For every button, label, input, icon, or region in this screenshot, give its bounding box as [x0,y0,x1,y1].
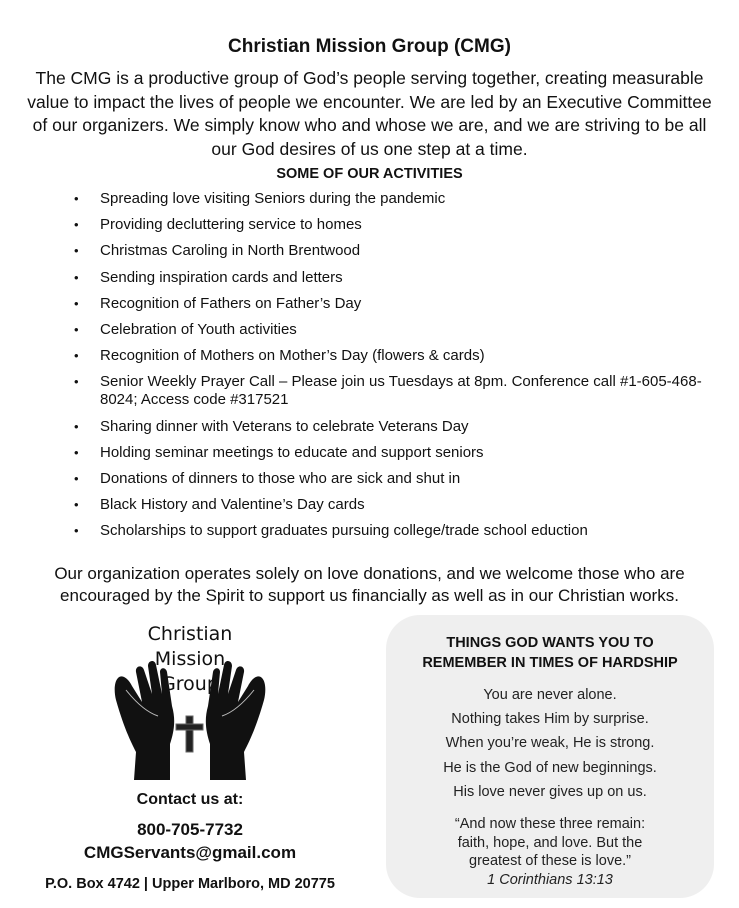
scripture-quote [386,815,714,889]
contact-phone[interactable]: 800-705-7732 [137,820,243,839]
closing-paragraph: Our organization operates solely on love donations, and we welcome those who are encouraged by the Spirit to support us financially as well as in our Christian works. [54,564,685,605]
bullet-icon: • [74,217,79,233]
list-item [70,470,720,488]
bullet-icon: • [74,497,79,513]
bullet-icon: • [74,191,79,206]
intro-paragraph: The CMG is a productive group of God’s people serving together, creating measurable value to impact the lives of people we encounter. We are led by an Executive Committee of our organizers. We simply know who and whose we are, and we are striving to be all our God desires of us one step at a time. [27,68,712,159]
activity-text: Providing decluttering service to homes [100,216,362,234]
quote-line: “And now these three remain: [454,816,646,832]
activity-text: Black History and Valentine’s Day cards [100,496,365,514]
list-item [70,444,720,462]
activities-heading: SOME OF OUR ACTIVITIES [276,166,463,182]
scripture-reference: 1 Corinthians 13:13 [487,871,613,888]
activities-list [70,190,720,548]
list-item [70,269,720,287]
hardship-line: His love never gives up on us. [453,783,647,800]
bullet-icon: • [74,348,79,364]
quote-line: greatest of these is love.” [469,853,631,869]
bullet-icon: • [74,523,79,539]
bullet-icon: • [74,374,79,390]
logo-line: Group [161,673,219,695]
activity-text: Spreading love visiting Seniors during the pandemic [100,190,446,207]
bullet-icon: • [74,321,79,337]
bullet-icon: • [74,243,79,259]
bullet-icon: • [74,444,79,460]
list-item [70,373,720,409]
activity-text: Christmas Caroling in North Brentwood [100,242,361,260]
activity-text: Recognition of Mothers on Mother’s Day (flowers & cards) [100,347,485,365]
logo-text [112,622,268,697]
bullet-icon: • [74,470,79,486]
contact-label: Contact us at: [136,791,244,808]
page-title: Christian Mission Group (CMG) [228,36,511,57]
activity-text: Sending inspiration cards and letters [100,268,343,286]
list-item [70,190,720,208]
list-item [70,295,720,313]
activity-text: Donations of dinners to those who are sick and shut in [100,469,461,487]
list-item [70,321,720,339]
activity-text: Celebration of Youth activities [100,320,297,338]
bullet-icon: • [74,418,79,434]
list-item [70,496,720,514]
activity-text: Scholarships to support graduates pursuing college/trade school eduction [100,522,588,540]
activity-text: Senior Weekly Prayer Call – Please join us Tuesdays at 8pm. Conference call #1-605-468-8024; Access code #317521 [100,373,702,409]
hardship-title [386,633,714,673]
list-item [70,418,720,436]
hardship-title-line: REMEMBER IN TIMES OF HARDSHIP [422,655,678,671]
activity-text: Recognition of Fathers on Father’s Day [100,294,362,312]
activity-text: Holding seminar meetings to educate and support seniors [100,443,484,461]
contact-address: P.O. Box 4742 | Upper Marlboro, MD 20775 [45,876,335,892]
list-item [70,347,720,365]
hardship-lines [386,683,714,804]
logo [112,620,268,780]
quote-line: faith, hope, and love. But the [457,834,643,851]
hardship-line: He is the God of new beginnings. [443,759,657,776]
list-item [70,242,720,260]
list-item [70,522,720,540]
bullet-icon: • [74,295,79,311]
contact-email[interactable]: CMGServants@gmail.com [83,843,297,862]
hardship-title-line: THINGS GOD WANTS YOU TO [446,635,654,651]
activity-text: Sharing dinner with Veterans to celebrate Veterans Day [100,417,469,435]
list-item [70,216,720,234]
hardship-line: You are never alone. [483,687,617,703]
hardship-line: Nothing takes Him by surprise. [451,711,649,728]
logo-line: Mission [154,648,226,670]
hardship-box [386,615,714,898]
bullet-icon: • [74,269,79,285]
hardship-line: When you’re weak, He is strong. [445,735,655,752]
logo-line: Christian [147,623,233,645]
